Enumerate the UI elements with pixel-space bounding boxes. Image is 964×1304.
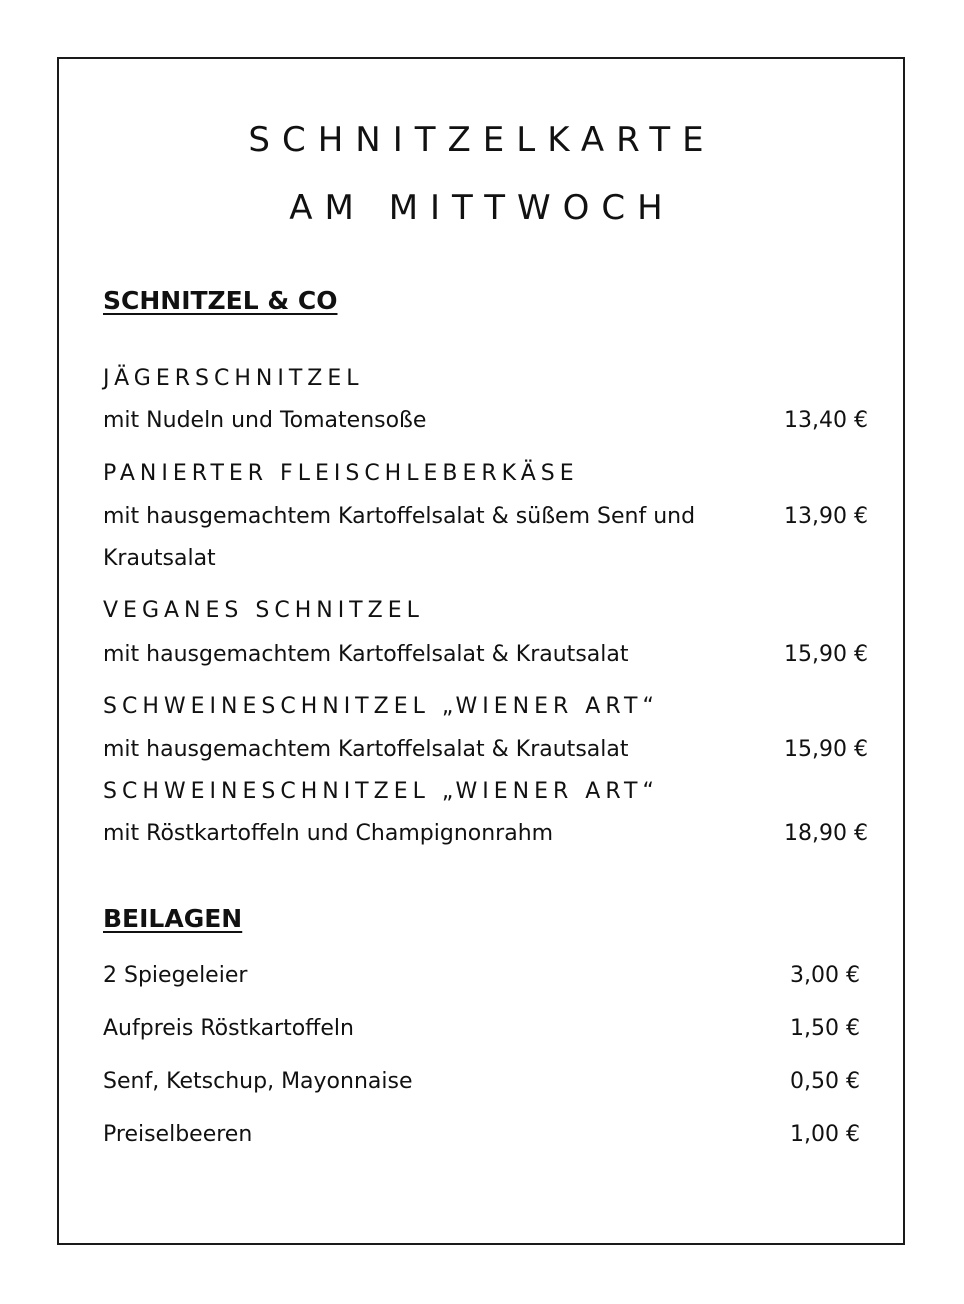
menu-item-description: mit hausgemachtem Kartoffelsalat & Krautsalat	[103, 642, 629, 667]
menu-item-name: JÄGERSCHNITZEL	[103, 366, 364, 391]
menu-title: SCHNITZELKARTE	[248, 120, 716, 160]
side-dish-price: 3,00 €	[790, 963, 860, 988]
menu-item-description: mit Nudeln und Tomatensoße	[103, 408, 427, 433]
side-dish-name: Aufpreis Röstkartoffeln	[103, 1016, 354, 1041]
menu-item-price: 18,90 €	[784, 821, 868, 846]
side-dish-name: Preiselbeeren	[103, 1122, 253, 1147]
menu-item-price: 13,90 €	[784, 504, 868, 529]
side-dish-price: 1,50 €	[790, 1016, 860, 1041]
menu-item-name: SCHWEINESCHNITZEL „WIENER ART“	[103, 779, 659, 804]
menu-item-name: VEGANES SCHNITZEL	[103, 598, 424, 623]
menu-item-name: PANIERTER FLEISCHLEBERKÄSE	[103, 461, 579, 486]
side-dish-name: 2 Spiegeleier	[103, 963, 248, 988]
menu-item-name: SCHWEINESCHNITZEL „WIENER ART“	[103, 694, 659, 719]
side-dish-price: 1,00 €	[790, 1122, 860, 1147]
side-dish-price: 0,50 €	[790, 1069, 860, 1094]
section-heading-schnitzel: SCHNITZEL & CO	[103, 286, 338, 315]
menu-item-description: mit Röstkartoffeln und Champignonrahm	[103, 821, 554, 846]
menu-subtitle: AM MITTWOCH	[289, 188, 675, 228]
menu-item-price: 13,40 €	[784, 408, 868, 433]
side-dish-name: Senf, Ketschup, Mayonnaise	[103, 1069, 413, 1094]
menu-item-price: 15,90 €	[784, 642, 868, 667]
menu-item-price: 15,90 €	[784, 737, 868, 762]
section-heading-beilagen: BEILAGEN	[103, 904, 243, 933]
menu-item-description: mit hausgemachtem Kartoffelsalat & Krautsalat	[103, 737, 629, 762]
menu-item-description: mit hausgemachtem Kartoffelsalat & süßem Senf und Krautsalat	[103, 504, 696, 571]
